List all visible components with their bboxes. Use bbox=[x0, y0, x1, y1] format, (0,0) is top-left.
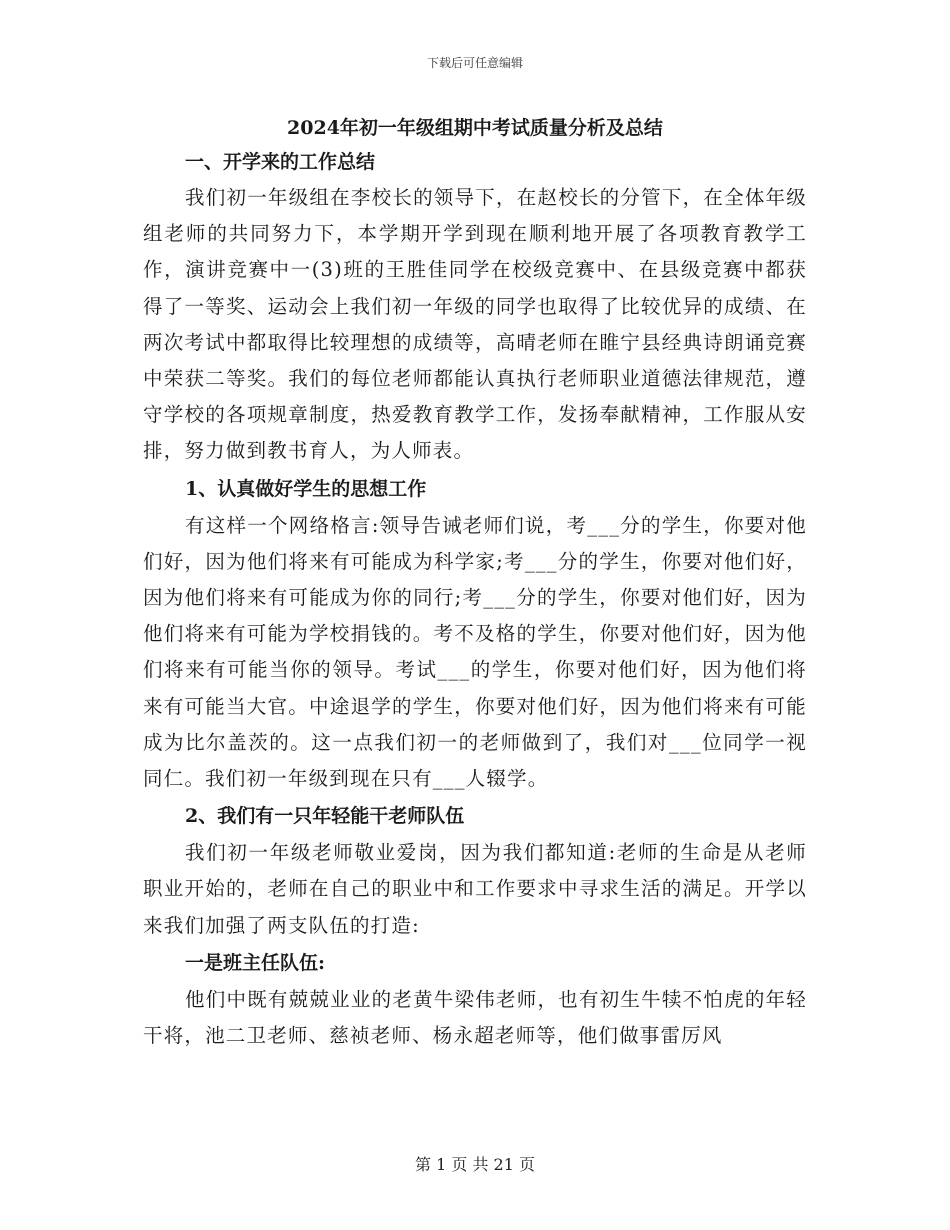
paragraph-teacher-team: 我们初一年级老师敬业爱岗，因为我们都知道:老师的生命是从老师职业开始的，老师在自己的职业中和工作要求中寻求生活的满足。开学以来我们加强了两支队伍的打造: bbox=[143, 841, 807, 937]
subheading-head-teachers: 一是班主任队伍: bbox=[185, 951, 326, 974]
paragraph-head-teachers: 他们中既有兢兢业业的老黄牛梁伟老师，也有初生牛犊不怕虎的年轻干将，池二卫老师、慈祯老师、杨永超老师等，他们做事雷厉风 bbox=[143, 987, 807, 1048]
document-body bbox=[143, 112, 807, 1054]
paragraph-work-summary: 我们初一年级组在李校长的领导下，在赵校长的分管下，在全体年级组老师的共同努力下，本学期开学到现在顺利地开展了各项教育教学工作，演讲竞赛中一(3)班的王胜佳同学在校级竞赛中、在县级竞赛中都获得了一等奖、运动会上我们初一年级的同学也取得了比较优异的成绩、在两次考试中都取得比较理想的成绩等，高晴老师在睢宁县经典诗朗诵竞赛中荣获二等奖。我们的每位老师都能认真执行老师职业道德法律规范，遵守学校的各项规章制度，热爱教育教学工作，发扬奉献精神，工作服从安排，努力做到教书育人，为人师表。 bbox=[143, 186, 807, 463]
paragraph-student-thoughts: 有这样一个网络格言:领导告诫老师们说，考___分的学生，你要对他们好，因为他们将来有可能成为科学家;考___分的学生，你要对他们好，因为他们将来有可能成为你的同行;考___分的学生，你要对他们好，因为他们将来有可能为学校捐钱的。考不及格的学生，你要对他们好，因为他们将来有可能当你的领导。考试___的学生，你要对他们好，因为他们将来有可能当大官。中途退学的学生，你要对他们好，因为他们将来有可能成为比尔盖茨的。这一点我们初一的老师做到了，我们对___位同学一视同仁。我们初一年级到现在只有___人辍学。 bbox=[143, 513, 807, 791]
subheading-student-thoughts: 1、认真做好学生的思想工作 bbox=[185, 477, 427, 500]
subheading-teacher-team: 2、我们有一只年轻能干老师队伍 bbox=[185, 805, 465, 828]
section-heading-work-summary: 一、开学来的工作总结 bbox=[185, 151, 376, 173]
header-note: 下载后可任意编辑 bbox=[426, 56, 523, 70]
document-title: 2024年初一年级组期中考试质量分析及总结 bbox=[287, 117, 663, 139]
page-number-footer: 第 1 页 共 21 页 bbox=[415, 1155, 535, 1174]
